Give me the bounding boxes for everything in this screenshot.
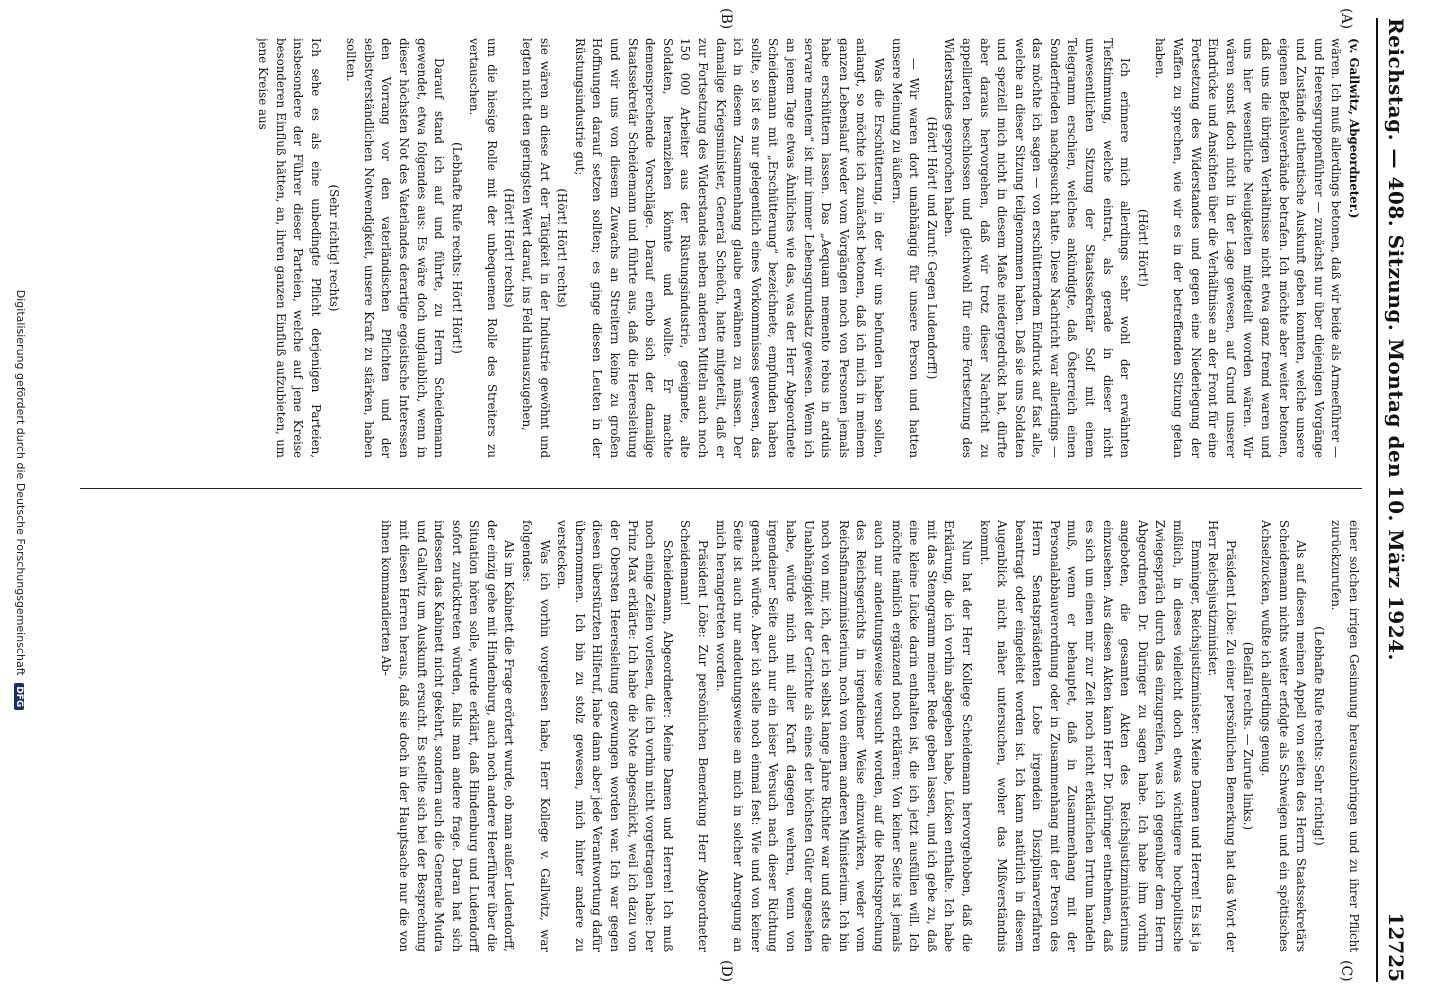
paragraph: Was ich vorhin vorgelesen habe, Herr Kollege v. Gallwitz, war folgendes: [520,520,552,952]
credit-text: Digitalisierung gefördert durch die Deutsche Forschungsgemeinschaft [14,289,27,676]
page-number: 12725 [1384,912,1408,982]
digitization-credit [14,0,27,1000]
interjection: (Beifall rechts. — Zurufe links.) [1241,641,1256,831]
paragraph: Als auf diesen meinen Appell von seiten des Herrn Staatssekretärs Scheidemann nichts weiter erfolgte als Schweigen und ein spöttisches Achselzucken, wußte ich allerdings genug. [1259,520,1309,952]
dfg-logo: DFG [14,683,24,710]
column-divider [80,488,1362,489]
interjection: (Hört! Hört! und Zuruf: Gegen Ludendorff!) [924,116,939,380]
interjection: (Lebhafte Rufe rechts: Sehr richtig!) [1311,626,1326,846]
margin-mark-a: (A) [1338,8,1354,30]
paragraph: wären. Ich muß allerdings betonen, daß wir beide als Armeeführer — und Heeresgruppenführer — zunächst nur über diejenigen Vorgänge und Zustände authentische Auskunft geben konnten, welche unsere eigenen Befehlsverbände betrafen. Ich möchte aber weiter betonen, daß uns die übrigen Verhältnisse nicht etwa ganz fremd waren und uns hier wesentliche Neuigkeiten mitgeteilt worden wären. Wir wären sonst doch nicht in der Lage gewesen, auf Grund unserer Eindrücke und Ansichten über die Verhältnisse an der Front für eine Fortsetzung des Widerstandes und gegen eine Niederlegung der Waffen zu sprechen, wie wir es in der betreffenden Sitzung getan haben. [1153,38,1344,458]
interjection: (Lebhafte Rufe rechts: Hört! Hört!) [449,142,464,354]
speaker-paragraph: Scheidemann, Abgeordneter: Meine Damen und Herren! Ich muß noch einige Zeilen vorlesen, die ich vorhin nicht vorgetragen habe: Der Prinz Max erklärte: Ich habe die Note abgeschickt, weil ich dazu von der Obersten Heeresleitung gezwungen worden war. Ich war gegen diesen überstürzten Hilferuf, habe dann aber jede Verantwortung dafür übernommen. Ich bin zu stolz gewesen, mich hinter andere zu verstecken. [555,520,675,952]
speaker-paragraph: Emminger, Reichsjustizminister: Meine Damen und Herren! Es ist ja mißlich, in dieses vielleicht doch etwas wichtigere hochpolitische Zwiegespräch durch das einzugreifen, was ich gegenüber dem Herrn Abgeordneten Dr. Düringer zu sagen habe. Ich habe ihm vorhin angeboten, die gesamten Akten des Reichsjustizministeriums einzusehen. Aus diesen Akten kann Herr Dr. Düringer entnehmen, daß es sich um einen mir zur Zeit noch nicht erklärlichen Irrtum handeln muß, wenn er behauptet, daß in Zusammenhang mit der Personalabbauverordnung oder in Zusammenhang mit der Person des Herrn Senatspräsidenten Lobe irgendein Disziplinarverfahren beantragt oder eingeleitet worden ist. Ich kann natürlich in diesem Augenblick nicht näher untersuchen, woher das Mißverständnis kommt. [977,520,1203,952]
paragraph: Als im Kabinett die Frage erörtert wurde, ob man außer Ludendorff, der einzig gehe mit Hindenburg, auch noch andere Heerführer über die Situation hören solle, wurde erklärt, daß Hindenburg und Ludendorff sofort zurücktreten würden, falls man andere frage. Daran hat sich indessen das Kabinett nicht gekehrt, sondern auch die Generale Mudra und Gallwitz um Auskunft ersucht. Es stellte sich bei der Besprechung mit diesen Herren heraus, daß sie doch in der Hauptsache nur die von ihnen kommandierten Ab- [379,520,517,952]
paragraph: Darauf stand ich auf und führte, zu Herrn Scheidemann gewendet, etwa folgendes aus: Es wäre doch unglaublich, wenn in dieser höchsten Not des Vaterlandes derartige egoistische Interessen den Vorrang vor den vaterländischen Pflichten und der selbstverständlichen Notwendigkeit, unsere Kraft zu stärken, haben sollten. [344,38,447,458]
interjection: (Hört! Hört! rechts) [555,188,570,308]
paragraph: Ich erinnere mich allerdings sehr wohl der erwähnten Tiefstimmung, welche eintrat, als gerade in dieser nicht unwesentlichen Sitzung der Staatssekretär Solf mit einem Telegramm erschien, welches ankündigte, daß Österreich einen Sonderfrieden nachgesucht hatte. Diese Nachricht war allerdings — das möchte ich sagen — von erschütterndem Eindruck auf fast alle, welche an dieser Sitzung teilgenommen haben. Daß sie uns Soldaten und speziell mich nicht in diesem Maße niedergedrückt hat, dürfte aber daraus hervorgehen, daß wir trotz dieser Nachricht zu appellierten beschlossen und gleichwohl für eine Fortsetzung des Widerstandes gesprochen haben. [942,38,1133,458]
left-text-column [80,38,1362,458]
speaker-paragraph: Präsident Löbe: Zur persönlichen Bemerkung Herr Abgeordneter Scheidemann! [678,520,711,952]
paragraph: einer solchen irrigen Gesinnung herauszubringen und zu ihrer Pflicht zurückzurufen. [1329,520,1361,952]
interjection: (Hört! Hört! rechts) [502,188,517,308]
interjection: (Hört! Hört!) [1135,209,1150,287]
paragraph: sie wären an diese Art der Tätigkeit in der Industrie gewöhnt und legten nicht den geringsten Wert darauf, ins Feld hinauszugehen, [520,38,552,458]
speaker-paragraph: Präsident Löbe: Zu einer persönlichen Bemerkung hat das Wort der Herr Reichsjustizminister. [1206,520,1238,952]
paragraph: Ich sehe es als eine unbedingte Pflicht derjenigen Parteien, insbesondere der Führer dieser Parteien, welche auf jene Kreise besonderen Einfluß hätten, an, ihren ganzen Einfluß aufzubieten, um jene Kreise aus [256,38,323,458]
interjection: (Sehr richtig! rechts) [326,184,341,312]
paragraph: Nun hat der Herr Kollege Scheidemann hervorgehoben, daß die Erklärung, die ich vorhin abgegeben habe, Lücken enthalte. Ich habe mit das Stenogramm meiner Rede geben lassen, und ich gebe zu, daß eine kleine Lücke darin enthalten ist, die ich jetzt ausfüllen will. Ich möchte nämlich ergänzend noch erklären: Von keiner Seite ist jemals auch nur andeutungsweise versucht worden, auf die Rechtsprechung des Reichsgerichts in irgendeiner Weise einzuwirken, weder vom Reichsfinanzministerium, noch von einem anderen Ministerium. Ich bin noch von mir, ich, der ich selbst lange Jahre Richter war und stets die Unabhängigkeit der Gerichte als eines der höchsten Güter angesehen habe, würde mich mit aller Kraft dagegen wehren, wenn von irgendeiner Seite auch nur ein leiser Versuch nach dieser Richtung gemacht würde. Aber ich stelle noch einmal fest: Wie und von keiner Seite ist auch nur andeutungsweise an mich in solcher Anregung an mich herangetreten worden. [713,520,974,952]
margin-mark-c: (C) [1338,960,1354,982]
paragraph: um die hiesige Rolle mit der unbequemen Rolle des Streiters zu vertauschen. [467,38,499,458]
page-header [1376,18,1412,982]
margin-mark-b: (B) [718,8,734,30]
speaker-line: (v. Gallwitz, Abgeordneter.) [1347,38,1361,219]
paragraph: Was die Erschütterung, in der wir uns befunden haben sollen, anlangt, so möchte ich zunächst betonen, daß ich mich in meinem ganzen Lebenslauf weder vom Vorgängen noch von Personen jemals habe erschüttern lassen. Das „Aequam memento rebus in arduis servare mentem“ ist mir immer Lebensgrundsatz gewesen. Wenn ich an jenem Tage etwas Ähnliches wie das, was der Herr Abgeordnete Scheidemann mit „Erschütterung“ bezeichnete, empfunden haben sollte, so ist es nur gelegentlich eines Vorkommnisses gewesen, das ich in diesem Zusammenhang glaube erwähnen zu müssen. Der damalige Kriegsminister, General Scheüch, hatte mitgeteilt, daß er zur Fortsetzung des Widerstandes neben anderen Mitteln auch noch 150 000 Arbeiter aus der Rüstungsindustrie, geeignete, alte Soldaten, heranziehen könnte und wollte. Er machte demensprechende Vorschläge. Darauf erhob sich der damalige Staatssekretär Scheidemann und führte aus, daß die Heeresleitung und wir uns von diesem Zuwachs an Streitern keine zu großen Hoffnungen darauf setzen sollten; es ginge diesen Leuten in der Rüstungsindustrie gut; [572,38,886,458]
running-title: Reichstag. — 408. Sitzung. Montag den 10. März 1924. [1384,18,1408,662]
margin-mark-d: (D) [718,960,734,983]
right-text-column [80,520,1362,952]
paragraph: — Wir waren dort unabhängig für unsere Person und hatten unsere Meinung zu äußern. [889,38,922,458]
